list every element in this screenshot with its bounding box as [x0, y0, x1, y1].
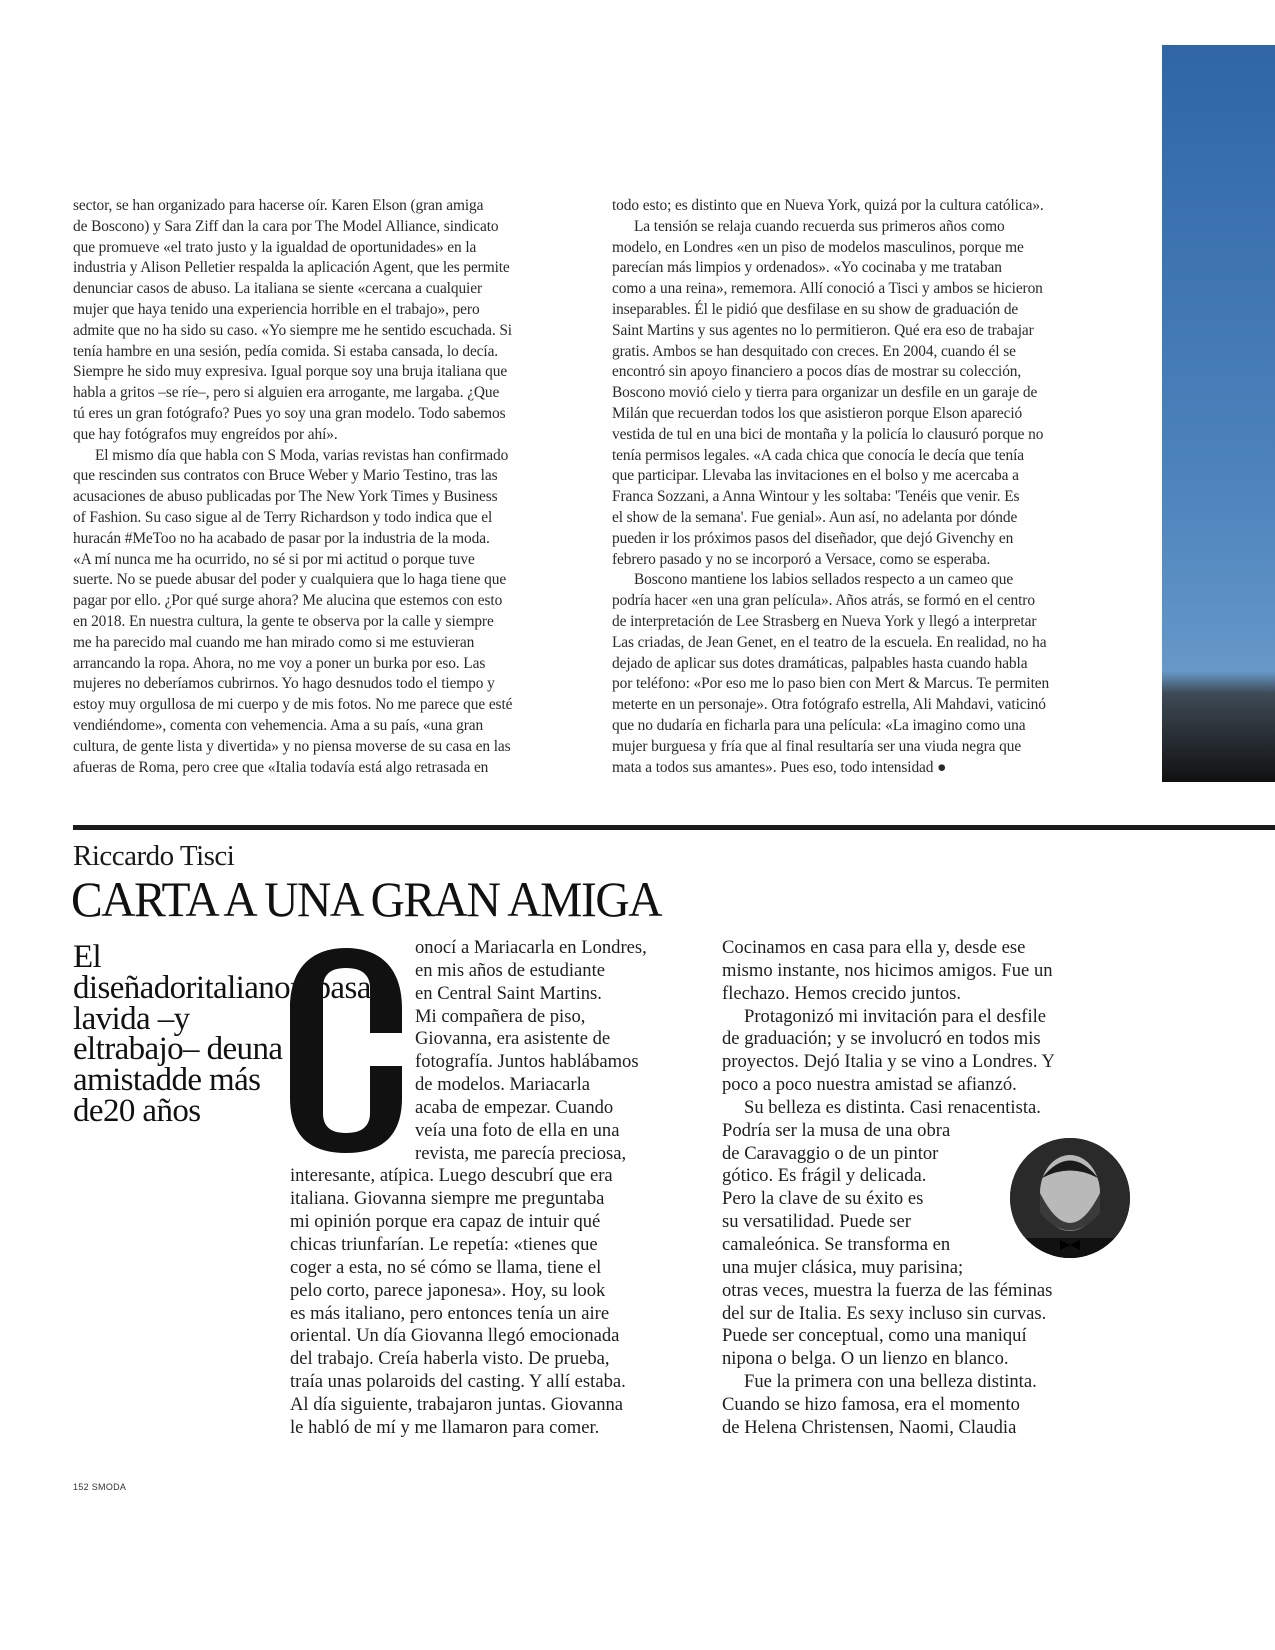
text-line: que hay fotógrafos muy engreídos por ahí». — [73, 425, 338, 443]
text-line: mujer burguesa y fría que al final resultaría ser una viuda negra que — [612, 737, 1022, 755]
text-line: fotografía. Juntos hablábamos — [415, 1051, 639, 1073]
text-line: una amistad — [73, 1031, 283, 1099]
text-line: admite que no ha sido su caso. «Yo siempre me he sentido escuchada. Si — [73, 321, 512, 339]
text-line: traía unas polaroids del casting. Y allí estaba. — [290, 1371, 626, 1393]
text-line: Boscono movió cielo y tierra para organizar un desfile en un garaje de — [612, 384, 1038, 402]
text-line: Milán que recuerdan todos los que asistieron porque Elson apareció — [612, 404, 1023, 422]
text-line: su versatilidad. Puede ser — [722, 1211, 911, 1233]
text-line: Podría ser la musa de una obra — [722, 1119, 951, 1141]
text-line: interesante, atípica. Luego descubrí que era — [290, 1165, 613, 1187]
text-line: nipona o belga. O un lienzo en blanco. — [722, 1348, 1009, 1370]
text-line: industria y Alison Pelletier respalda la aplicación Agent, que les permite — [73, 259, 510, 277]
text-line: febrero pasado y no se incorporó a Versace, como se esperaba. — [612, 550, 991, 568]
text-line: en mis años de estudiante — [415, 959, 606, 981]
text-line: flechazo. Hemos crecido juntos. — [722, 982, 962, 1004]
text-line: me ha parecido mal cuando me han mirado como si me estuvieran — [73, 633, 475, 651]
text-line: vida –y el — [73, 1000, 190, 1068]
text-line: de modelos. Mariacarla — [415, 1074, 591, 1096]
text-line: mujeres no deberíamos cubrirnos. Yo hago desnudos todo el tiempo y — [73, 675, 495, 693]
text-line: vestida de tul en una bici de montaña y la policía lo clausuró porque no — [612, 425, 1044, 443]
text-line: trabajo– de — [95, 1031, 237, 1068]
text-line: Al día siguiente, trabajaron juntas. Giovanna — [290, 1393, 624, 1415]
text-line: Giovanna, era asistente de — [415, 1028, 611, 1050]
text-line: mismo instante, nos hicimos amigos. Fue un — [722, 959, 1053, 981]
text-line: Saint Martins y sus agentes no lo permitieron. Qué era eso de trabajar — [612, 321, 1034, 339]
text-line: Siempre he sido muy expresiva. Igual porque soy una bruja italiana que — [73, 363, 508, 381]
text-line: chicas triunfarían. Le repetía: «tienes que — [290, 1233, 598, 1255]
text-line: le habló de mí y me llamaron para comer. — [290, 1416, 600, 1438]
text-line: tenía hambre en una sesión, pedía comida. Si estaba cansada, lo decía. — [73, 342, 499, 360]
text-line: el show de la semana'. Fue genial». Aun así, no adelanta por dónde — [612, 508, 1018, 526]
text-line: cultura, de gente lista y divertida» y no piensa moverse de su casa en las — [73, 737, 511, 755]
text-line: modelo, en Londres «en un piso de modelos masculinos, porque me — [612, 238, 1024, 256]
page-folio: 152 SMODA — [73, 1482, 127, 1492]
text-line: pagar por ello. ¿Por qué surge ahora? Me alucina que estemos con esto — [73, 592, 503, 610]
section-divider — [73, 825, 1275, 830]
text-line: 20 años — [102, 1092, 201, 1129]
author-portrait-photo — [1010, 1138, 1130, 1258]
sidebar-deck — [73, 939, 371, 1129]
text-line: Cocinamos en casa para ella y, desde ese — [722, 937, 1026, 958]
text-line: sector, se han organizado para hacerse oír. Karen Elson (gran amiga — [73, 197, 484, 214]
text-line: Mi compañera de piso, — [415, 1005, 586, 1027]
letter-column-middle — [290, 937, 710, 1440]
text-line: del sur de Italia. Es sexy incluso sin curvas. — [722, 1302, 1047, 1324]
text-line: italiana. Giovanna siempre me preguntaba — [290, 1188, 605, 1210]
text-line: suerte. No se puede abusar del poder y cualquiera que lo haga tiene que — [73, 571, 507, 589]
text-line: gratis. Ambos se han desquitado con creces. En 2004, cuando él se — [612, 342, 1016, 360]
text-line: coger a esta, no sé cómo se llama, tiene el — [290, 1256, 602, 1278]
text-line: arrancando la ropa. Ahora, no me voy a poner un burka por eso. Las — [73, 654, 486, 672]
text-line: acusaciones de abuso publicadas por The New York Times y Business — [73, 488, 498, 506]
text-line: una mujer clásica, muy parisina; — [722, 1256, 964, 1278]
article-column-right — [612, 196, 1132, 778]
text-line: «A mí nunca me ha ocurrido, no sé si por mi actitud o porque tuve — [73, 550, 475, 568]
text-line: El mismo día que habla con S Moda, varias revistas han confirmado — [95, 446, 509, 464]
text-line: Protagonizó mi invitación para el desfile — [744, 1005, 1047, 1027]
text-line: que rescinden sus contratos con Bruce Weber y Mario Testino, tras las — [73, 467, 498, 485]
text-line: proyectos. Dejó Italia y se vino a Londres. Y — [722, 1051, 1055, 1073]
sidebar-title: CARTA A UNA GRAN AMIGA — [71, 871, 662, 927]
text-line: mujer que haya tenido una experiencia horrible en el trabajo», pero — [73, 300, 480, 318]
text-line: Fue la primera con una belleza distinta. — [744, 1371, 1037, 1393]
text-line: gótico. Es frágil y delicada. — [722, 1165, 927, 1187]
text-line: tenía permisos legales. «A cada chica que conocía le decía que tenía — [612, 446, 1024, 464]
text-line: afueras de Roma, pero cree que «Italia todavía está algo retrasada en — [73, 758, 489, 776]
text-line: Su belleza es distinta. Casi renacentista. — [744, 1096, 1041, 1118]
text-line: Puede ser conceptual, como una maniquí — [722, 1325, 1027, 1347]
text-line: como a una reina», rememora. Allí conoció a Tisci y ambos se hicieron — [612, 280, 1043, 298]
photo-edge-sky-image — [1162, 45, 1275, 782]
text-line: inseparables. Él le pidió que desfilase en su show de graduación de — [612, 300, 1019, 318]
text-line: veía una foto de ella en una — [415, 1119, 620, 1141]
text-line: denunciar casos de abuso. La italiana se siente «cercana a cualquier — [73, 280, 482, 298]
text-line: que participar. Llevaba las invitaciones en el bolso y me acercaba a — [612, 467, 1019, 485]
text-line: en 2018. En nuestra cultura, la gente te observa por la calle y siempre — [73, 612, 494, 630]
text-line: Boscono mantiene los labios sellados respecto a un cameo que — [634, 571, 1014, 589]
text-line: La tensión se relaja cuando recuerda sus primeros años como — [634, 217, 1005, 235]
text-line: todo esto; es distinto que en Nueva York, quizá por la cultura católica». — [612, 197, 1044, 214]
text-line: meterte en un personaje». Otra fotógrafo estrella, Ali Mahdavi, vaticinó — [612, 696, 1046, 714]
text-line: Las criadas, de Jean Genet, en el teatro de la escuela. En realidad, no ha — [612, 633, 1047, 651]
text-line: de Boscono) y Sara Ziff dan la cara por The Model Alliance, sindicato — [73, 217, 499, 235]
text-line: camaleónica. Se transforma en — [722, 1233, 951, 1255]
text-line: estoy muy orgullosa de mi cuerpo y de mis fotos. No me parece que esté — [73, 696, 513, 714]
text-line: por teléfono: «Por eso me lo paso bien con Mert & Marcus. Te permiten — [612, 675, 1050, 693]
text-line: encontró sin apoyo financiero a pocos días de mostrar su colección, — [612, 363, 1022, 381]
text-line: de Caravaggio o de un pintor — [722, 1142, 939, 1164]
text-line: oriental. Un día Giovanna llegó emocionada — [290, 1325, 620, 1347]
article-column-left — [73, 196, 593, 778]
text-line: de más de — [73, 1062, 261, 1129]
text-line: mi opinión porque era capaz de intuir qué — [290, 1211, 601, 1233]
text-line: es más italiano, pero entonces tenía un aire — [290, 1302, 610, 1324]
text-line: que no dudaría en ficharla para una película: «La imagino como una — [612, 716, 1026, 734]
text-line: poco a poco nuestra amistad se afianzó. — [722, 1074, 1017, 1096]
text-line: Cuando se hizo famosa, era el momento — [722, 1393, 1020, 1415]
text-line: en Central Saint Martins. — [415, 982, 602, 1004]
text-line: habla a gritos –se ríe–, pero si alguien era arrogante, me largaba. ¿Que — [73, 384, 500, 402]
text-line: tú eres un gran fotógrafo? Pues yo soy una gran modelo. Todo sabemos — [73, 404, 506, 422]
text-line: pueden ir los próximos pasos del diseñador, que dejó Givenchy en — [612, 529, 1014, 547]
text-line: de interpretación de Lee Strasberg en Nueva York y llegó a interpretar — [612, 612, 1037, 630]
sidebar-author: Riccardo Tisci — [73, 840, 235, 872]
text-line: huracán #MeToo no ha acabado de pasar por la industria de la moda. — [73, 529, 490, 547]
text-line: del trabajo. Creía haberla visto. De prueba, — [290, 1348, 610, 1370]
text-line: que promueve «el trato justo y la igualdad de oportunidades» en la — [73, 238, 477, 256]
text-line: repasa la — [73, 969, 371, 1037]
text-line: de graduación; y se involucró en todos mis — [722, 1028, 1041, 1050]
text-line: revista, me parecía preciosa, — [415, 1142, 627, 1164]
text-line: Franca Sozzani, a Anna Wintour y les soltaba: 'Tenéis que venir. Es — [612, 488, 1020, 506]
text-line: de Helena Christensen, Naomi, Claudia — [722, 1416, 1017, 1438]
text-line: italiano — [195, 969, 291, 1006]
text-line: Pero la clave de su éxito es — [722, 1188, 924, 1210]
text-line: acaba de empezar. Cuando — [415, 1096, 614, 1118]
text-line: mata a todos sus amantes». Pues eso, todo intensidad ● — [612, 758, 947, 776]
text-line: vendiéndome», comenta con vehemencia. Ama a su país, «una gran — [73, 716, 484, 734]
text-line: El diseñador — [73, 939, 196, 1006]
text-line: parecían más limpios y ordenados». «Yo cocinaba y me trataban — [612, 259, 1002, 277]
text-line: podría hacer «en una gran película». Años atrás, se formó en el centro — [612, 592, 1035, 610]
text-line: pelo corto, parece japonesa». Hoy, su look — [290, 1279, 606, 1301]
text-line: otras veces, muestra la fuerza de las féminas — [722, 1279, 1053, 1301]
text-line: of Fashion. Su caso sigue al de Terry Richardson y todo indica que el — [73, 508, 493, 526]
text-line: dejado de aplicar sus dotes dramáticas, palpables hasta cuando habla — [612, 654, 1028, 672]
text-line: onocí a Mariacarla en Londres, — [415, 937, 647, 958]
